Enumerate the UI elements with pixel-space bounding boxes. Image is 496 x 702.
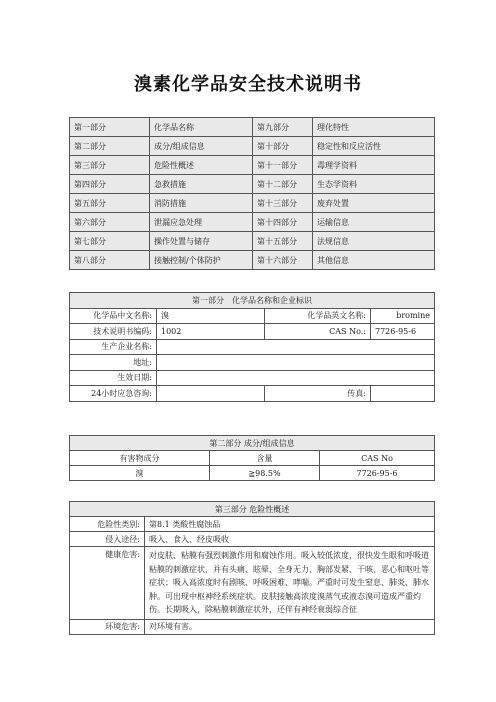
fax-value (371, 386, 435, 402)
address-label: 地址: (70, 355, 157, 371)
part-number-left: 第四部分 (70, 175, 150, 194)
section3-table (69, 501, 435, 635)
part-number-left: 第二部分 (70, 137, 150, 156)
component-cell: 溴 (70, 466, 210, 481)
toc-row (70, 118, 435, 137)
part-number-left: 第一部分 (70, 118, 150, 137)
part-number-left: 第八部分 (70, 251, 150, 270)
hazard-class-label: 危险性类别: (70, 517, 145, 532)
part-number-left: 第六部分 (70, 213, 150, 232)
part-number-right: 第十一部分 (253, 156, 313, 175)
part-title-left: 接触控制/个体防护 (150, 251, 253, 270)
part-number-left: 第三部分 (70, 156, 150, 175)
address-value (157, 355, 435, 371)
cas-col-header: CAS No (320, 451, 435, 466)
section2-table (69, 435, 435, 481)
part-title-left: 化学品名称 (150, 118, 253, 137)
part-number-right: 第九部分 (253, 118, 313, 137)
cn-name-value: 溴 (157, 308, 265, 324)
code-value: 1002 (157, 324, 265, 340)
part-number-right: 第十四部分 (253, 213, 313, 232)
content-cell: ≧98.5% (210, 466, 320, 481)
route-value: 吸入、食入、经皮吸收 (145, 532, 435, 547)
part-number-right: 第十三部分 (253, 194, 313, 213)
part-title-left: 操作处置与储存 (150, 232, 253, 251)
toc-row (70, 156, 435, 175)
part-number-left: 第七部分 (70, 232, 150, 251)
env-value: 对环境有害。 (145, 619, 435, 634)
content-col-header: 含量 (210, 451, 320, 466)
cas-cell: 7726-95-6 (320, 466, 435, 481)
component-col-header: 有害物成分 (70, 451, 210, 466)
section1-table (69, 292, 435, 402)
hazard-class-value: 第8.1 类酸性腐蚀品 (145, 517, 435, 532)
part-title-right: 毒理学资料 (313, 156, 435, 175)
part-number-right: 第十六部分 (253, 251, 313, 270)
cas-value: 7726-95-6 (371, 324, 435, 340)
date-label: 生效日期: (70, 370, 157, 386)
toc-row (70, 137, 435, 156)
fax-label: 传真: (265, 386, 371, 402)
maker-value (157, 339, 435, 355)
health-value: 对皮肤、粘膜有强烈刺激作用和腐蚀作用。吸入较低浓度，很快发生眼和呼吸道粘膜的刺激症状，并有头痛、眩晕、全身无力、胸部发紧、干咳、恶心和呕吐等症状；吸入高浓度时有剧咳、呼吸困难、哮喘。严重时可发生窒息、肺炎、肺水肿。可出现中枢神经系统症状。皮肤接触高浓度溴蒸气或液态溴可造成严重灼伤。长期吸入，除粘膜刺激症状外，还伴有神经衰弱综合征 (145, 547, 435, 620)
part-title-left: 消防措施 (150, 194, 253, 213)
toc-row (70, 213, 435, 232)
health-label: 健康危害: (70, 547, 145, 620)
part-number-right: 第十二部分 (253, 175, 313, 194)
toc-row (70, 232, 435, 251)
part-title-right: 稳定性和反应活性 (313, 137, 435, 156)
code-label: 技术说明书编码: (70, 324, 157, 340)
part-title-left: 急救措施 (150, 175, 253, 194)
part-title-right: 生态学资料 (313, 175, 435, 194)
cn-name-label: 化学品中文名称: (70, 308, 157, 324)
en-name-value: bromine (371, 308, 435, 324)
part-title-left: 危险性概述 (150, 156, 253, 175)
maker-label: 生产企业名称: (70, 339, 157, 355)
cas-label: CAS No.: (265, 324, 371, 340)
section1-header: 第一部分 化学品名称和企业标识 (70, 293, 435, 309)
toc-row (70, 175, 435, 194)
section3-header: 第三部分 危险性概述 (70, 502, 435, 517)
hotline-label: 24小时应急咨询: (70, 386, 157, 402)
env-label: 环境危害: (70, 619, 145, 634)
route-label: 侵入途径: (70, 532, 145, 547)
document-title: 溴素化学品安全技术说明书 (134, 74, 362, 95)
date-value (157, 370, 435, 386)
part-number-right: 第十部分 (253, 137, 313, 156)
section2-header: 第二部分 成分/组成信息 (70, 436, 435, 451)
hotline-value (157, 386, 265, 402)
contents-table (69, 117, 435, 270)
part-number-left: 第五部分 (70, 194, 150, 213)
toc-row (70, 194, 435, 213)
part-title-left: 成分/组成信息 (150, 137, 253, 156)
part-title-right: 废弃处置 (313, 194, 435, 213)
toc-row (70, 251, 435, 270)
part-title-right: 法规信息 (313, 232, 435, 251)
part-title-right: 其他信息 (313, 251, 435, 270)
en-name-label: 化学品英文名称: (265, 308, 371, 324)
part-title-right: 运输信息 (313, 213, 435, 232)
part-number-right: 第十五部分 (253, 232, 313, 251)
part-title-left: 泄漏应急处理 (150, 213, 253, 232)
part-title-right: 理化特性 (313, 118, 435, 137)
